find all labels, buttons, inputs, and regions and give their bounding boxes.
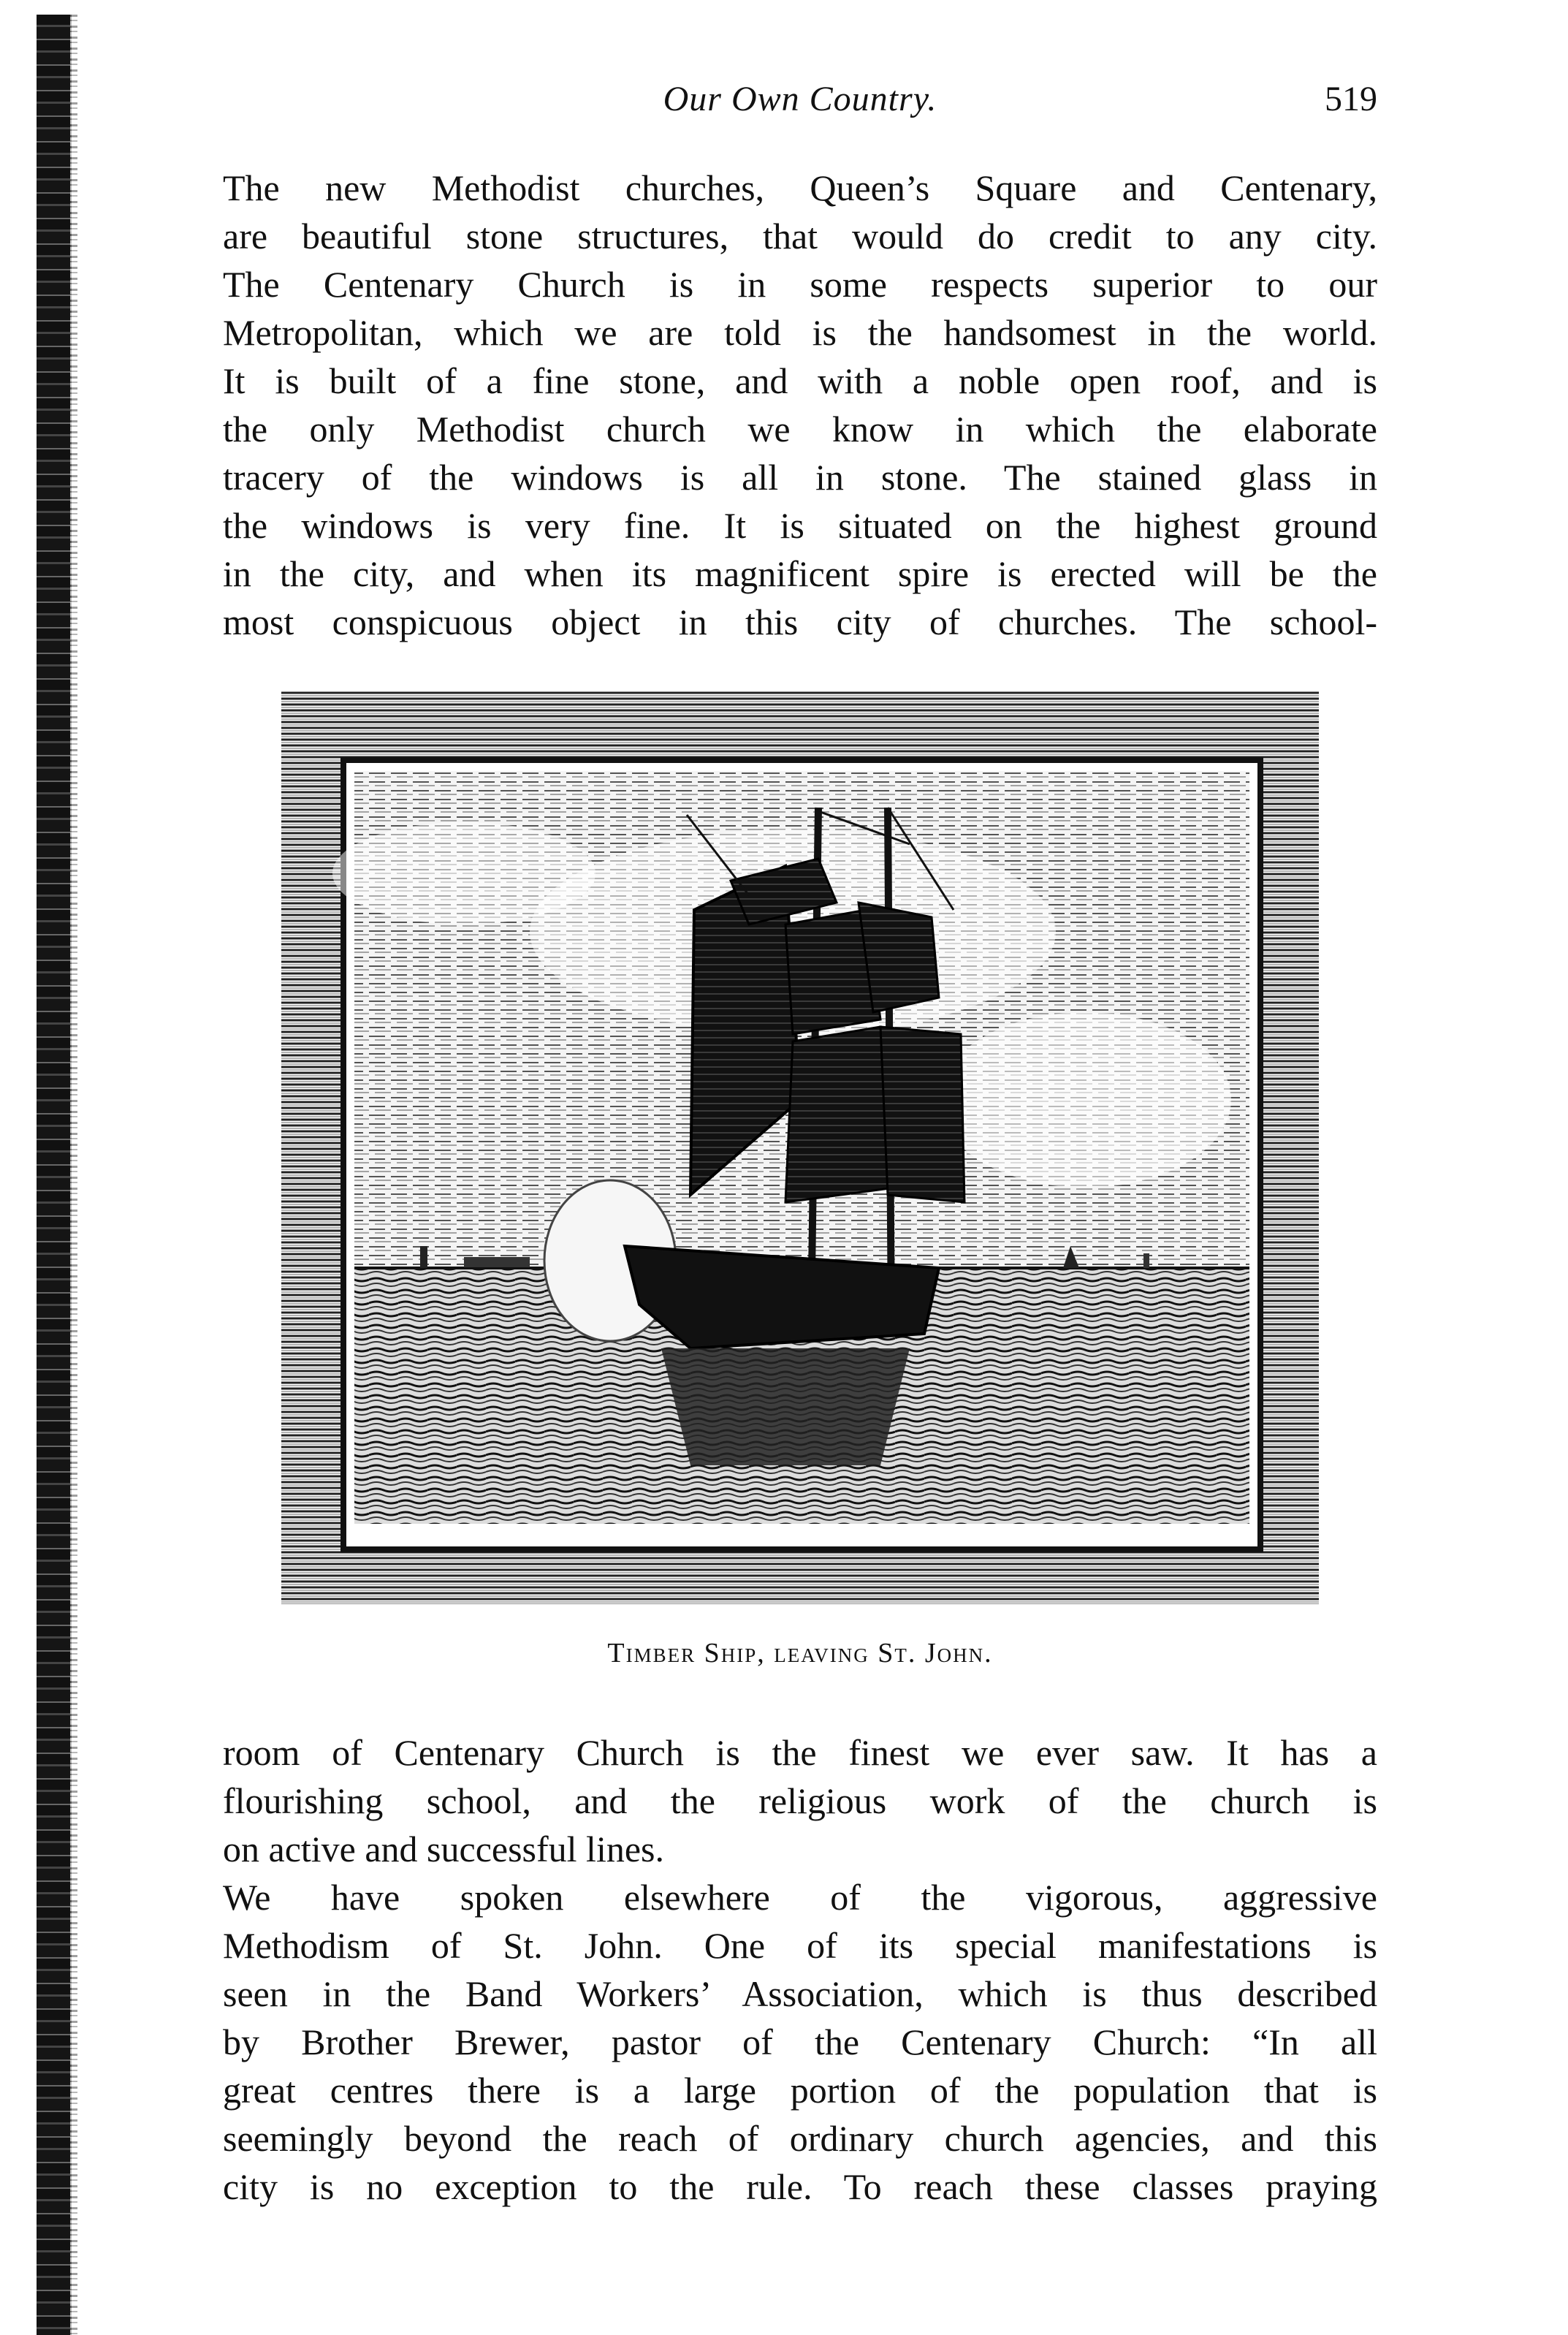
text-line: Metropolitan, which we are told is the handsomest in the world. xyxy=(223,312,1377,353)
paragraph-2 xyxy=(223,1728,1377,1873)
text-line: great centres there is a large portion of the population that is xyxy=(223,2070,1377,2111)
engraving-timber-ship xyxy=(281,691,1319,1604)
text-line: on active and successful lines. xyxy=(223,1829,664,1869)
paragraph-3 xyxy=(223,1873,1377,2211)
text-line: by Brother Brewer, pastor of the Centenary Church: “In all xyxy=(223,2021,1377,2062)
text-line: We have spoken elsewhere of the vigorous, aggressive xyxy=(223,1877,1377,1918)
paragraph-1 xyxy=(223,164,1377,646)
page-number: 519 xyxy=(1325,80,1377,118)
binding-edge-texture xyxy=(70,15,77,2335)
text-line: most conspicuous object in this city of churches. The school- xyxy=(223,601,1377,642)
text-line: the only Methodist church we know in which the elaborate xyxy=(223,409,1377,449)
binding-edge xyxy=(37,15,72,2335)
text-line: room of Centenary Church is the finest we ever saw. It has a xyxy=(223,1732,1377,1773)
text-line: The new Methodist churches, Queen’s Square and Centenary, xyxy=(223,167,1377,208)
text-line: seemingly beyond the reach of ordinary church agencies, and this xyxy=(223,2118,1377,2159)
text-line: The Centenary Church is in some respects superior to our xyxy=(223,264,1377,305)
running-head xyxy=(223,73,1377,132)
text-line: Methodism of St. John. One of its special manifestations is xyxy=(223,1925,1377,1966)
text-line: the windows is very fine. It is situated on the highest ground xyxy=(223,505,1377,546)
text-line: tracery of the windows is all in stone. The stained glass in xyxy=(223,457,1377,498)
text-line: It is built of a fine stone, and with a noble open roof, and is xyxy=(223,360,1377,401)
text-line: are beautiful stone structures, that would do credit to any city. xyxy=(223,216,1377,257)
text-line: seen in the Band Workers’ Association, which is thus described xyxy=(223,1973,1377,2014)
figure-caption: Timber Ship, leaving St. John. xyxy=(607,1638,993,1668)
text-line: in the city, and when its magnificent spire is erected will be the xyxy=(223,553,1377,594)
running-title: Our Own Country. xyxy=(663,80,937,118)
text-line: flourishing school, and the religious work of the church is xyxy=(223,1780,1377,1821)
text-line: city is no exception to the rule. To reach these classes praying xyxy=(223,2166,1377,2207)
